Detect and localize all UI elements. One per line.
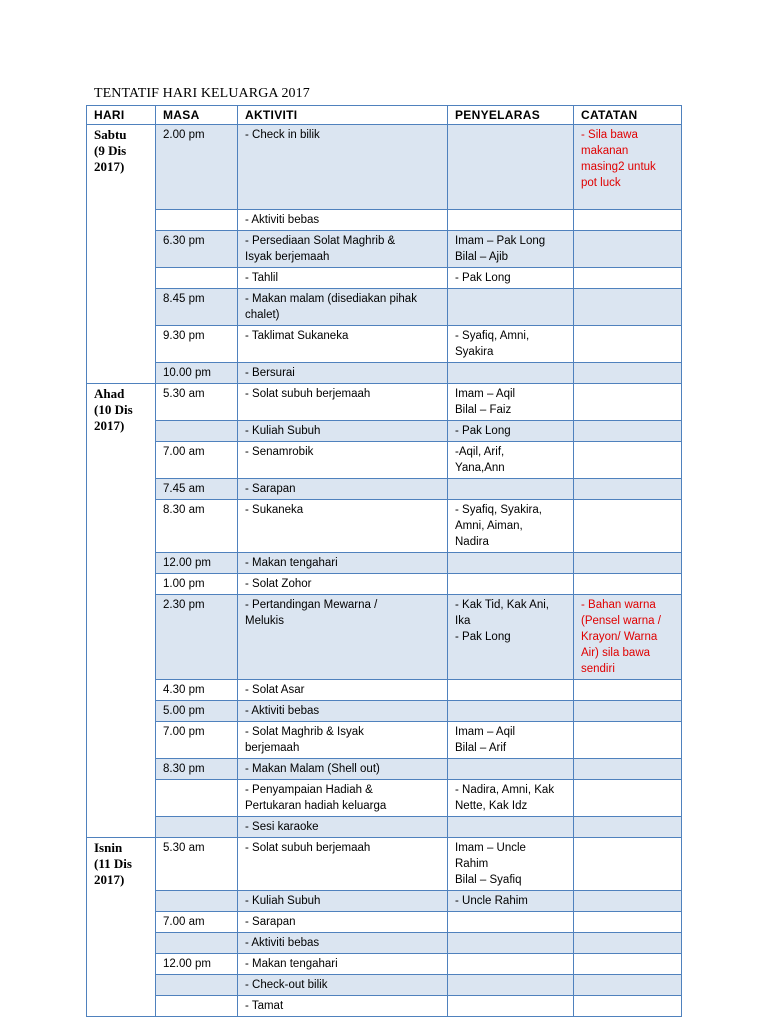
aktiviti-line: - Tamat xyxy=(245,1000,284,1012)
catatan-line: (Pensel warna / xyxy=(581,615,661,627)
aktiviti-line: - Makan Malam (Shell out) xyxy=(245,763,380,775)
table-row xyxy=(87,553,682,574)
penyelaras-line: - Pak Long xyxy=(455,272,511,284)
penyelaras-line: Yana,Ann xyxy=(455,462,505,474)
aktiviti-cell xyxy=(238,326,448,363)
penyelaras-line: Bilal – Ajib xyxy=(455,251,509,263)
penyelaras-cell xyxy=(448,954,574,975)
table-row xyxy=(87,574,682,595)
aktiviti-cell xyxy=(238,933,448,954)
aktiviti-line: - Sukaneka xyxy=(245,504,304,516)
penyelaras-line: Imam – Aqil xyxy=(455,388,516,400)
penyelaras-cell xyxy=(448,838,574,891)
penyelaras-cell xyxy=(448,500,574,553)
table-row xyxy=(87,442,682,479)
penyelaras-cell xyxy=(448,363,574,384)
catatan-cell xyxy=(574,680,682,701)
catatan-line: - Bahan warna xyxy=(581,599,656,611)
aktiviti-cell xyxy=(238,780,448,817)
table-header-row xyxy=(87,106,682,125)
day-name-line: Sabtu xyxy=(94,127,127,142)
aktiviti-line: chalet) xyxy=(245,309,280,321)
catatan-cell xyxy=(574,500,682,553)
masa-cell: 5.00 pm xyxy=(156,701,238,722)
catatan-cell xyxy=(574,701,682,722)
aktiviti-line: - Solat subuh berjemaah xyxy=(245,388,371,400)
aktiviti-cell xyxy=(238,838,448,891)
masa-cell: 5.30 am xyxy=(156,384,238,421)
masa-cell: 7.00 am xyxy=(156,442,238,479)
day-name-line: 2017) xyxy=(94,159,125,174)
aktiviti-cell xyxy=(238,125,448,210)
aktiviti-line: - Aktiviti bebas xyxy=(245,937,320,949)
table-row xyxy=(87,326,682,363)
catatan-line: makanan xyxy=(581,145,629,157)
aktiviti-line: - Persediaan Solat Maghrib & xyxy=(245,235,396,247)
table-row xyxy=(87,701,682,722)
day-name-line: 2017) xyxy=(94,872,125,887)
header-catatan: CATATAN xyxy=(574,106,682,125)
catatan-cell xyxy=(574,954,682,975)
masa-cell: 9.30 pm xyxy=(156,326,238,363)
masa-cell: 8.30 pm xyxy=(156,759,238,780)
masa-cell: 7.00 pm xyxy=(156,722,238,759)
table-row xyxy=(87,479,682,500)
aktiviti-line: Pertukaran hadiah keluarga xyxy=(245,800,387,812)
table-row xyxy=(87,210,682,231)
catatan-line: pot luck xyxy=(581,177,621,189)
masa-cell xyxy=(156,996,238,1017)
aktiviti-line: - Penyampaian Hadiah & xyxy=(245,784,373,796)
table-row xyxy=(87,954,682,975)
catatan-cell xyxy=(574,289,682,326)
aktiviti-line: Isyak berjemaah xyxy=(245,251,330,263)
catatan-cell xyxy=(574,384,682,421)
aktiviti-line: - Sesi karaoke xyxy=(245,821,319,833)
penyelaras-cell xyxy=(448,125,574,210)
table-row xyxy=(87,125,682,210)
table-row xyxy=(87,268,682,289)
aktiviti-cell xyxy=(238,722,448,759)
aktiviti-line: berjemaah xyxy=(245,742,300,754)
penyelaras-cell xyxy=(448,421,574,442)
day-cell xyxy=(87,838,156,1017)
penyelaras-line: Imam – Uncle xyxy=(455,842,526,854)
table-row xyxy=(87,838,682,891)
masa-cell xyxy=(156,975,238,996)
penyelaras-cell xyxy=(448,384,574,421)
aktiviti-cell xyxy=(238,817,448,838)
aktiviti-line: - Bersurai xyxy=(245,367,295,379)
catatan-line: masing2 untuk xyxy=(581,161,656,173)
aktiviti-line: - Aktiviti bebas xyxy=(245,705,320,717)
penyelaras-cell xyxy=(448,231,574,268)
masa-cell: 10.00 pm xyxy=(156,363,238,384)
aktiviti-line: - Makan malam (disediakan pihak xyxy=(245,293,417,305)
penyelaras-cell xyxy=(448,996,574,1017)
table-row xyxy=(87,996,682,1017)
aktiviti-cell xyxy=(238,289,448,326)
catatan-line: Air) sila bawa xyxy=(581,647,651,659)
masa-cell: 2.00 pm xyxy=(156,125,238,210)
penyelaras-cell xyxy=(448,722,574,759)
aktiviti-cell xyxy=(238,363,448,384)
penyelaras-cell xyxy=(448,912,574,933)
penyelaras-cell xyxy=(448,975,574,996)
penyelaras-cell xyxy=(448,442,574,479)
table-row xyxy=(87,595,682,680)
penyelaras-cell xyxy=(448,701,574,722)
catatan-cell xyxy=(574,442,682,479)
day-name-line: (10 Dis xyxy=(94,402,133,417)
aktiviti-cell xyxy=(238,954,448,975)
aktiviti-cell xyxy=(238,891,448,912)
penyelaras-line: - Syafiq, Syakira, xyxy=(455,504,542,516)
table-row xyxy=(87,933,682,954)
masa-cell xyxy=(156,780,238,817)
table-row xyxy=(87,500,682,553)
catatan-cell xyxy=(574,231,682,268)
header-aktiviti: AKTIVITI xyxy=(238,106,448,125)
document-title: TENTATIF HARI KELUARGA 2017 xyxy=(94,86,310,101)
masa-cell xyxy=(156,268,238,289)
table-row xyxy=(87,780,682,817)
day-cell xyxy=(87,384,156,838)
table-row xyxy=(87,912,682,933)
aktiviti-line: - Tahlil xyxy=(245,272,279,284)
masa-cell: 2.30 pm xyxy=(156,595,238,680)
catatan-cell xyxy=(574,722,682,759)
table-row xyxy=(87,975,682,996)
aktiviti-cell xyxy=(238,384,448,421)
aktiviti-cell xyxy=(238,231,448,268)
penyelaras-line: - Syafiq, Amni, xyxy=(455,330,530,342)
masa-cell: 7.45 am xyxy=(156,479,238,500)
aktiviti-cell xyxy=(238,595,448,680)
catatan-cell xyxy=(574,210,682,231)
catatan-cell xyxy=(574,326,682,363)
day-name-line: (9 Dis xyxy=(94,143,127,158)
penyelaras-cell xyxy=(448,289,574,326)
aktiviti-cell xyxy=(238,268,448,289)
catatan-cell xyxy=(574,780,682,817)
aktiviti-line: - Sarapan xyxy=(245,483,296,495)
aktiviti-cell xyxy=(238,442,448,479)
catatan-cell xyxy=(574,996,682,1017)
aktiviti-line: - Check-out bilik xyxy=(245,979,328,991)
penyelaras-line: - Pak Long xyxy=(455,425,511,437)
penyelaras-line: Bilal – Faiz xyxy=(455,404,512,416)
penyelaras-line: Ika xyxy=(455,615,471,627)
penyelaras-line: - Pak Long xyxy=(455,631,511,643)
aktiviti-line: - Taklimat Sukaneka xyxy=(245,330,349,342)
aktiviti-cell xyxy=(238,759,448,780)
penyelaras-cell xyxy=(448,326,574,363)
masa-cell: 1.00 pm xyxy=(156,574,238,595)
penyelaras-line: Bilal – Arif xyxy=(455,742,507,754)
catatan-cell xyxy=(574,574,682,595)
penyelaras-line: Nadira xyxy=(455,536,489,548)
aktiviti-line: - Pertandingan Mewarna / xyxy=(245,599,378,611)
penyelaras-cell xyxy=(448,933,574,954)
aktiviti-cell xyxy=(238,553,448,574)
aktiviti-cell xyxy=(238,574,448,595)
catatan-line: - Sila bawa xyxy=(581,129,638,141)
day-name-line: Isnin xyxy=(94,840,123,855)
masa-cell: 6.30 pm xyxy=(156,231,238,268)
header-masa: MASA xyxy=(156,106,238,125)
masa-cell xyxy=(156,933,238,954)
penyelaras-line: Nette, Kak Idz xyxy=(455,800,528,812)
catatan-cell xyxy=(574,891,682,912)
day-name-line: (11 Dis xyxy=(94,856,132,871)
aktiviti-cell xyxy=(238,500,448,553)
penyelaras-cell xyxy=(448,780,574,817)
catatan-cell xyxy=(574,595,682,680)
table-row xyxy=(87,891,682,912)
table-row xyxy=(87,384,682,421)
aktiviti-line: - Kuliah Subuh xyxy=(245,895,321,907)
masa-cell xyxy=(156,817,238,838)
catatan-cell xyxy=(574,933,682,954)
penyelaras-line: - Nadira, Amni, Kak xyxy=(455,784,555,796)
penyelaras-line: Bilal – Syafiq xyxy=(455,874,522,886)
aktiviti-line: - Solat Asar xyxy=(245,684,305,696)
catatan-cell xyxy=(574,817,682,838)
aktiviti-line: - Check in bilik xyxy=(245,129,320,141)
penyelaras-cell xyxy=(448,891,574,912)
aktiviti-cell xyxy=(238,701,448,722)
masa-cell: 12.00 pm xyxy=(156,553,238,574)
aktiviti-line: - Solat subuh berjemaah xyxy=(245,842,371,854)
table-row xyxy=(87,421,682,442)
aktiviti-cell xyxy=(238,421,448,442)
masa-cell xyxy=(156,421,238,442)
aktiviti-line: - Senamrobik xyxy=(245,446,314,458)
aktiviti-line: - Sarapan xyxy=(245,916,296,928)
catatan-cell xyxy=(574,479,682,500)
penyelaras-cell xyxy=(448,268,574,289)
aktiviti-cell xyxy=(238,680,448,701)
aktiviti-line: - Solat Zohor xyxy=(245,578,312,590)
catatan-cell xyxy=(574,912,682,933)
aktiviti-line: - Makan tengahari xyxy=(245,958,338,970)
table-row xyxy=(87,363,682,384)
table-row xyxy=(87,759,682,780)
penyelaras-cell xyxy=(448,680,574,701)
masa-cell: 7.00 am xyxy=(156,912,238,933)
aktiviti-line: - Kuliah Subuh xyxy=(245,425,321,437)
day-name-line: 2017) xyxy=(94,418,125,433)
penyelaras-line: - Kak Tid, Kak Ani, xyxy=(455,599,549,611)
aktiviti-cell xyxy=(238,996,448,1017)
catatan-cell xyxy=(574,363,682,384)
penyelaras-line: Rahim xyxy=(455,858,489,870)
header-penyelaras: PENYELARAS xyxy=(448,106,574,125)
table-row xyxy=(87,722,682,759)
penyelaras-line: Syakira xyxy=(455,346,494,358)
catatan-cell xyxy=(574,421,682,442)
penyelaras-line: Amni, Aiman, xyxy=(455,520,523,532)
table-row xyxy=(87,680,682,701)
day-name-line: Ahad xyxy=(94,386,125,401)
catatan-cell xyxy=(574,125,682,210)
penyelaras-cell xyxy=(448,210,574,231)
schedule-table xyxy=(86,105,682,1017)
aktiviti-cell xyxy=(238,912,448,933)
penyelaras-cell xyxy=(448,759,574,780)
table-row xyxy=(87,817,682,838)
aktiviti-line: - Solat Maghrib & Isyak xyxy=(245,726,364,738)
header-hari: HARI xyxy=(87,106,156,125)
table-row xyxy=(87,289,682,326)
penyelaras-line: Imam – Aqil xyxy=(455,726,516,738)
catatan-cell xyxy=(574,268,682,289)
penyelaras-line: - Uncle Rahim xyxy=(455,895,528,907)
penyelaras-line: -Aqil, Arif, xyxy=(455,446,505,458)
catatan-line: sendiri xyxy=(581,663,615,675)
table-row xyxy=(87,231,682,268)
penyelaras-line: Imam – Pak Long xyxy=(455,235,546,247)
penyelaras-cell xyxy=(448,553,574,574)
masa-cell: 8.30 am xyxy=(156,500,238,553)
catatan-cell xyxy=(574,759,682,780)
penyelaras-cell xyxy=(448,817,574,838)
catatan-cell xyxy=(574,975,682,996)
masa-cell: 4.30 pm xyxy=(156,680,238,701)
penyelaras-cell xyxy=(448,479,574,500)
aktiviti-cell xyxy=(238,479,448,500)
catatan-line: Krayon/ Warna xyxy=(581,631,658,643)
aktiviti-cell xyxy=(238,210,448,231)
masa-cell xyxy=(156,891,238,912)
masa-cell: 5.30 am xyxy=(156,838,238,891)
aktiviti-line: Melukis xyxy=(245,615,284,627)
masa-cell xyxy=(156,210,238,231)
aktiviti-line: - Aktiviti bebas xyxy=(245,214,320,226)
catatan-cell xyxy=(574,553,682,574)
masa-cell: 8.45 pm xyxy=(156,289,238,326)
penyelaras-cell xyxy=(448,574,574,595)
aktiviti-cell xyxy=(238,975,448,996)
catatan-cell xyxy=(574,838,682,891)
penyelaras-cell xyxy=(448,595,574,680)
masa-cell: 12.00 pm xyxy=(156,954,238,975)
aktiviti-line: - Makan tengahari xyxy=(245,557,338,569)
day-cell xyxy=(87,125,156,384)
